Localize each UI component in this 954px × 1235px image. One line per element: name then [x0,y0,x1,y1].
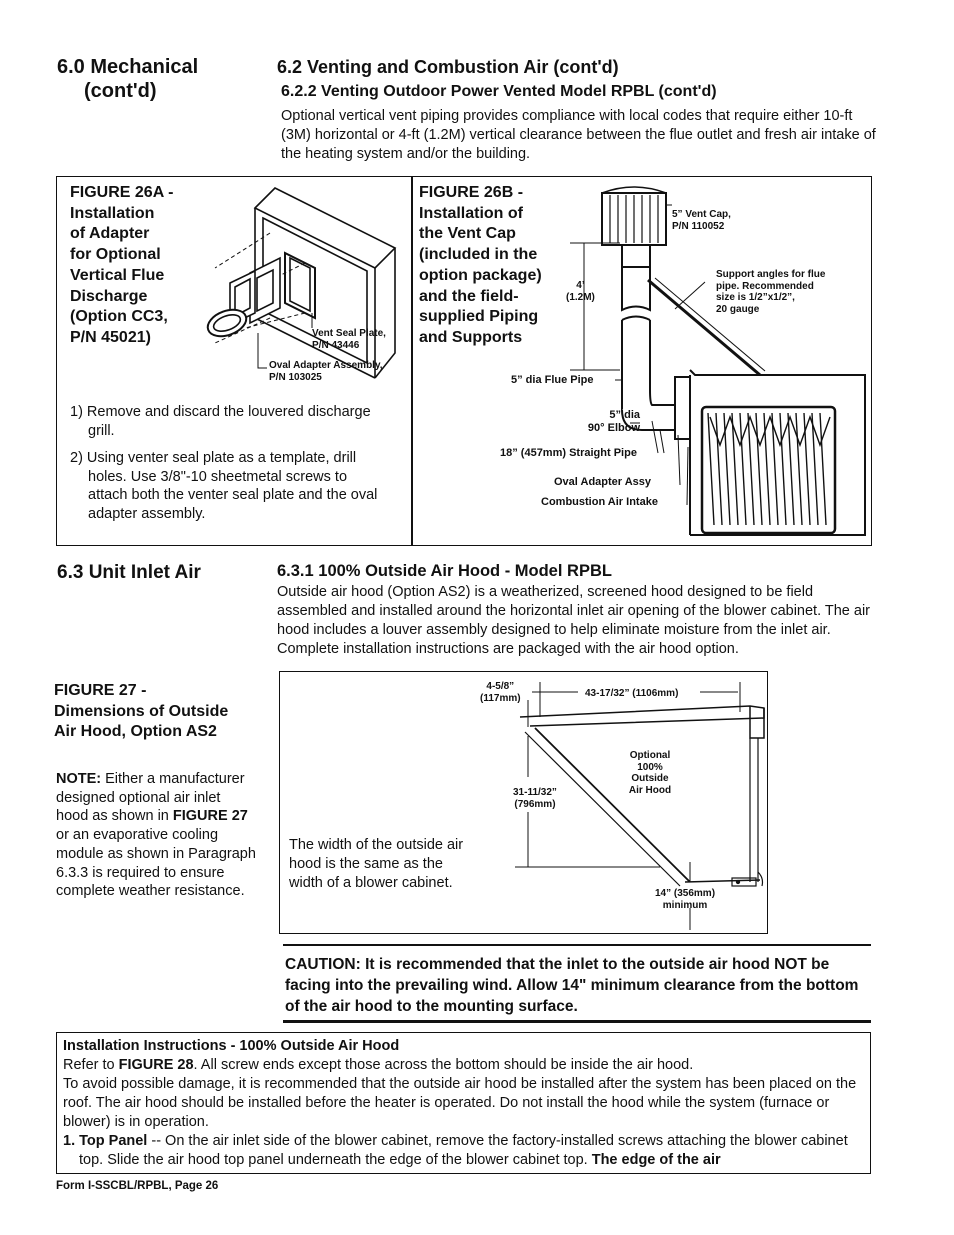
figure-26a-title-line: Installation [70,204,155,222]
section-main-cont: (cont'd) [84,80,157,102]
figure-26b-elbow-label [548,409,640,434]
label-line: size is 1/2”x1/2”, [716,292,795,303]
section-main-number-title: 6.0 Mechanical [57,56,199,78]
figure-26a-vent-seal-label [312,328,386,351]
note-text: Either a manufacturer designed optional air inlet hood as shown in [56,771,245,825]
figure-26b-title [419,183,542,349]
label-line: P/N 110052 [672,220,725,232]
figure-27-hood-label [620,750,680,796]
figure-26a-title-line: for Optional [70,246,161,264]
figure-27-title [54,681,228,743]
install-step1-text: -- On the air inlet side of the blower cabinet, remove the factory-installed screws attaching the blower cabinet top. Slide the air hood top panel underneath the edge of the blower cabinet top. [79,1133,848,1168]
caution-top-rule [283,944,871,946]
label-line: Support angles for flue [716,269,826,280]
install-content [63,1037,866,1170]
figure-27-note [56,770,256,901]
section-62-title: 6.2 Venting and Combustion Air (cont'd) [277,57,619,77]
label-line: Vent Seal Plate, [312,328,386,339]
label-line: 100% [637,761,663,773]
figure-27-title-line: Air Hood, Option AS2 [54,723,217,741]
figure-26a-step: 2) Using venter seal plate as a template, drill holes. Use 3/8"-10 sheetmetal screws to attach both the venter seal plate and the oval adapter assembly. [70,450,378,522]
figure-27-title-line: FIGURE 27 - [54,682,147,699]
figure-26b-title-line: and the field- [419,287,519,305]
figure-26a-oval-adapter-label [269,360,383,383]
label-line: 20 gauge [716,303,760,315]
section-63-title: 6.3 Unit Inlet Air [57,562,201,583]
label-line: 4-5/8” [486,681,515,692]
figure-26b-title-line: FIGURE 26B - [419,184,524,201]
section-622-subtitle: 6.2.2 Venting Outdoor Power Vented Model RPBL (cont'd) [281,83,717,100]
figure-26b-title-line: (included in the [419,246,538,264]
figure-26a-title-line: (Option CC3, [70,308,168,326]
label-line: (796mm) [514,798,556,810]
figure-26a-title-line: Vertical Flue [70,266,165,284]
figure-26b-title-line: and Supports [419,328,523,346]
figure-26a-title-line: of Adapter [70,225,150,243]
install-refer [63,1056,866,1075]
section-62-paragraph: Optional vertical vent piping provides compliance with local codes that require either 10-ft (3M) horizontal or 4-ft (1.2M) vertical clearance between the flue outlet and fresh air intake of the heating system and/or the building. [281,108,876,162]
figure-26b-flue-pipe-label: 5” dia Flue Pipe [511,374,594,386]
caution-text: CAUTION: It is recommended that the inlet to the outside air hood NOT be facing into the prevailing wind. Allow 14" minimum clearance from the bottom of the air hood to the mounting surface. [285,956,859,1015]
install-step1-bold: The edge of the air [591,1152,721,1168]
install-step1 [63,1132,866,1170]
figure-27-width-note: The width of the outside air hood is the same as the width of a blower cabinet. [289,837,464,891]
label-line: (1.2M) [566,291,595,303]
page-footer: Form I-SSCBL/RPBL, Page 26 [56,1180,219,1192]
label-line: Optional [629,750,671,761]
figure-26a-title-line: Discharge [70,287,148,305]
install-refer-fig: FIGURE 28 [118,1057,194,1073]
label-line: 4’ [576,280,585,291]
figure-26a-drawing [195,183,410,383]
label-line: 31-11/32” [513,787,557,798]
label-line: P/N 43446 [312,339,360,351]
figure-27-dim-clearance [655,888,715,911]
note-text: or an evaporative cooling module as shown in Paragraph 6.3.3 is required to ensure complete weather resistance. [56,827,256,900]
figure-26b-combustion-air-label: Combustion Air Intake [541,496,658,508]
install-title: Installation Instructions - 100% Outside Air Hood [63,1038,400,1054]
figure-27-dim-width: 43-17/32” (1106mm) [585,688,679,699]
label-line: (117mm) [480,692,521,704]
figure-26b-title-line: option package) [419,266,542,284]
note-label: NOTE: [56,771,102,787]
figure-26a-title-line: FIGURE 26A - [70,184,174,201]
label-line: Oval Adapter Assembly, [269,360,383,371]
section-main-title [57,55,198,103]
label-line: 90° Elbow [587,421,640,434]
figure-26a-step: 1) Remove and discard the louvered discharge grill. [70,404,371,439]
figure-27-title-line: Dimensions of Outside [54,702,229,720]
label-line: 14” (356mm) [655,888,716,899]
note-figure-ref: FIGURE 27 [172,808,248,825]
section-631-subtitle: 6.3.1 100% Outside Air Hood - Model RPBL [277,562,612,580]
label-line: 5” dia [609,409,640,421]
label-line: Outside [631,773,669,784]
figure-26b-vent-cap-label [672,209,731,232]
figure-26b-oval-adapter-label: Oval Adapter Assy [554,476,652,488]
figure-27-dim-height [513,787,557,810]
install-step1-label: 1. Top Panel [63,1133,148,1149]
label-line: pipe. Recommended [716,280,814,292]
figure-26b-title-line: the Vent Cap [419,225,516,243]
label-line: 5” Vent Cap, [672,209,731,220]
figure-26-divider [411,177,413,545]
install-refer-post: . All screw ends except those across the bottom should be inside the air hood. [193,1057,694,1073]
install-refer-pre: Refer to [63,1057,119,1073]
figure-26b-support-angles-label [716,269,825,315]
label-line: minimum [662,899,708,911]
figure-26a-steps [70,403,390,532]
label-line: P/N 103025 [269,371,322,383]
figure-26b-title-line: Installation of [419,204,523,222]
figure-26b-height-label [566,280,595,303]
install-para2: To avoid possible damage, it is recommended that the outside air hood be installed after the system has been placed on the roof. The air hood should be installed before the heater is operated. Do not install the hood while the system (furnace or blower) is in operation. [63,1076,857,1130]
figure-26b-title-line: supplied Piping [419,308,539,326]
figure-26a-title [70,183,173,349]
figure-26b-straight-pipe-label: 18” (457mm) Straight Pipe [500,447,637,459]
figure-27-dim-top-left [480,681,521,704]
caution-bottom-rule [283,1020,871,1023]
section-63-paragraph: Outside air hood (Option AS2) is a weatherized, screened hood designed to be field assembled and installed around the horizontal inlet air opening of the blower cabinet. The air hood includes a louver assembly designed to help eliminate moisture from the inlet air. Complete installation instructions are packaged with the air hood option. [277,584,870,657]
label-line: Air Hood [628,784,672,796]
figure-26a-title-line: P/N 45021) [70,328,151,346]
